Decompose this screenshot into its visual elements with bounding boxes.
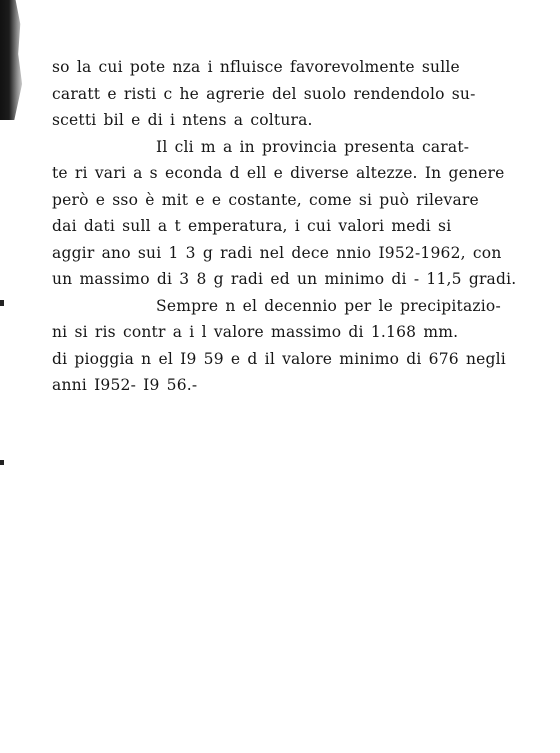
text-line: dai dati sull a t emperatura, i cui valori medi si	[52, 217, 452, 235]
text-line: anni I952- I9 56.-	[52, 376, 198, 394]
text-line: Il cli m a in provincia presenta carat-	[156, 137, 470, 156]
binding-edge-shadow	[0, 0, 26, 120]
text-line: un massimo di 3 8 g radi ed un minimo di - 11,5 gradi.	[52, 270, 517, 288]
text-line: so la cui pote nza i nfluisce favorevolmente sulle	[52, 58, 460, 76]
text-line: ni si ris contr a i l valore massimo di 1.168 mm.	[52, 323, 459, 341]
text-line: caratt e risti c he agrerie del suolo rendendolo su-	[52, 84, 476, 103]
text-line: te ri vari a s econda d ell e diverse altezze. In genere	[52, 164, 505, 182]
text-line: aggir ano sui 1 3 g radi nel dece nnio I952-1962, con	[52, 243, 502, 262]
paragraph-1	[52, 54, 522, 134]
paragraph-2	[52, 134, 522, 293]
text-line: però e sso è mit e e costante, come si può rilevare	[52, 190, 479, 209]
edge-mark	[0, 300, 4, 306]
typed-text-body	[52, 54, 522, 399]
text-line: di pioggia n el I9 59 e d il valore minimo di 676 negli	[52, 349, 506, 368]
text-line: scetti bil e di i ntens a coltura.	[52, 111, 313, 129]
paragraph-3	[52, 293, 522, 399]
text-line: Sempre n el decennio per le precipitazio-	[156, 296, 501, 315]
edge-mark	[0, 460, 4, 465]
